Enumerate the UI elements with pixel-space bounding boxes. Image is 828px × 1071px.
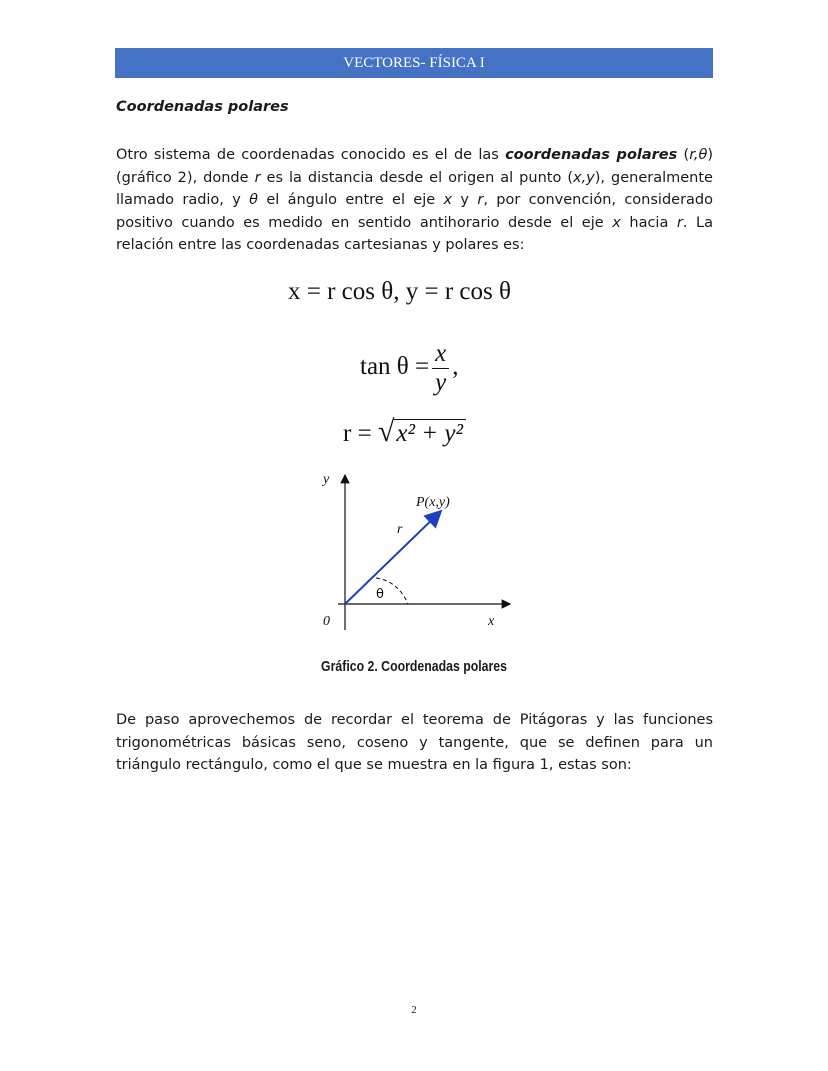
text-run: ), generalmente llamado radio, y: [116, 169, 713, 208]
text-run: hacia: [620, 214, 677, 231]
origin-label: 0: [323, 614, 330, 629]
fraction-denominator: y: [432, 368, 449, 397]
math-x-y: x,y: [572, 169, 595, 186]
page-header: [115, 48, 713, 78]
sqrt-symbol: √: [377, 415, 395, 448]
equation-tan-theta: [360, 340, 458, 410]
text-run: y: [452, 192, 478, 208]
polar-coordinates-figure: [310, 465, 530, 640]
fraction-x-over-y: [432, 340, 449, 397]
radius-vector: [345, 511, 441, 604]
math-r: r: [254, 169, 261, 186]
radius-label: r: [397, 522, 403, 537]
math-x: x: [443, 192, 453, 208]
text-run: . La relación entre las coordenadas cartesianas y polares es:: [116, 214, 713, 253]
point-label: P(x,y): [416, 495, 450, 510]
sqrt-radicand: x² + y²: [394, 419, 466, 447]
math-x: x: [612, 214, 621, 231]
text-run: ) (gráfico 2), donde: [116, 147, 713, 186]
term-coordenadas-polares: coordenadas polares: [505, 147, 678, 163]
x-axis-label: x: [488, 614, 495, 629]
y-axis-label: y: [323, 472, 330, 487]
eq-comma: ,: [452, 353, 459, 381]
equation-radius: [343, 415, 466, 449]
text-run: el ángulo entre el eje: [258, 192, 444, 208]
eq-tan-left: tan θ =: [360, 353, 430, 381]
math-r: r: [477, 192, 484, 208]
section-title: Coordenadas polares: [116, 99, 289, 115]
text-run: es la distancia desde el origen al punto (: [260, 169, 573, 186]
figure-caption: Gráfico 2. Coordenadas polares: [321, 658, 507, 675]
text-run: , por convención, considerado positivo cuando es medido en sentido antihorario desde el eje: [116, 192, 713, 231]
page-number: 2: [411, 1004, 417, 1016]
text-run: (: [677, 147, 690, 163]
equation-cartesian-polar: x = r cos θ, y = r cos θ: [288, 278, 511, 305]
header-title: VECTORES- FÍSICA I: [343, 54, 485, 71]
paragraph-polar-intro: [116, 144, 713, 257]
fraction-numerator: x: [435, 340, 447, 367]
eq-r-left: r =: [343, 420, 372, 447]
paragraph-pythagoras: De paso aprovechemos de recordar el teorema de Pitágoras y las funciones trigonométricas básicas seno, coseno y tangente, que se definen para un triángulo rectángulo, como el que se muestra en la figura 1, estas son:: [116, 712, 713, 773]
math-theta: θ: [249, 192, 259, 208]
theta-label: θ: [376, 587, 384, 602]
math-r: r: [676, 214, 683, 231]
math-r-theta: r,θ: [689, 147, 708, 163]
text-run: Otro sistema de coordenadas conocido es el de las: [116, 147, 506, 163]
